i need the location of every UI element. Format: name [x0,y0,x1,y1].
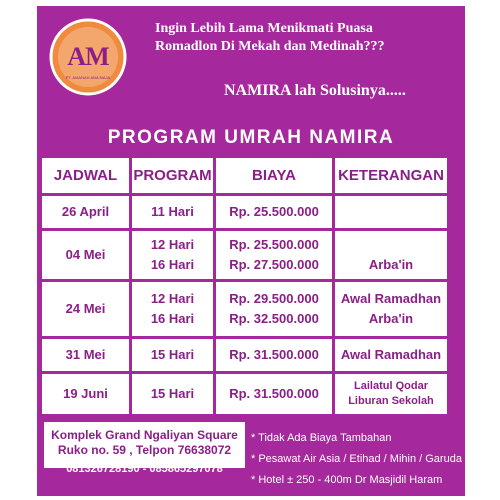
headline-line-3: NAMIRA lah Solusinya..... [224,82,406,99]
row-2-biaya-line-2: Rp. 27.500.000 [229,257,319,272]
logo-subtext: PT. AMANAH ANA MAJA [65,75,111,80]
header-biaya: BIAYA [216,158,332,193]
row-5-keterangan-line-2: Liburan Sekolah [348,395,434,407]
row-3-keterangan-line-2: Arba'in [368,311,414,326]
row-3-keterangan [335,282,447,336]
address-box [44,422,245,468]
poster-panel [37,6,465,496]
row-3-program [132,282,213,336]
row-5-program: 15 Hari [132,374,213,414]
header-program: PROGRAM [132,158,213,193]
row-5-keterangan [335,374,447,414]
row-3-program-line-1: 12 Hari [150,291,195,306]
row-2-jadwal: 04 Mei [42,231,129,279]
row-5-keterangan-line-1: Lailatul Qodar [354,380,428,392]
headline-line-1: Ingin Lebih Lama Menikmati Puasa [155,21,373,36]
row-2-keterangan [335,231,447,279]
row-1-biaya: Rp. 25.500.000 [216,196,332,228]
headline-line-2: Romadlon Di Mekah dan Medinah??? [155,39,385,54]
row-2-biaya [216,231,332,279]
row-4-jadwal: 31 Mei [42,339,129,371]
row-2-program-line-1: 12 Hari [150,237,195,252]
phone-numbers: 081326728190 - 085865297078 [66,463,223,475]
row-3-biaya-line-2: Rp. 32.500.000 [229,311,319,326]
row-2-biaya-line-1: Rp. 25.500.000 [229,237,319,252]
row-2-program-line-2: 16 Hari [150,257,195,272]
row-2-program [132,231,213,279]
address-line-1: Komplek Grand Ngaliyan Square [51,428,238,442]
logo-text: AM [67,42,109,71]
header-keterangan: KETERANGAN [335,158,447,193]
benefit-item: * Pesawat Air Asia / Etihad / Mihin / Garuda [251,453,462,465]
row-1-keterangan [335,196,447,228]
row-3-biaya-line-1: Rp. 29.500.000 [229,291,319,306]
row-3-program-line-2: 16 Hari [150,311,195,326]
row-5-biaya: Rp. 31.500.000 [216,374,332,414]
benefits-list [251,428,465,491]
row-4-keterangan: Awal Ramadhan [335,339,447,371]
benefit-item: * Hotel ± 250 - 400m Dr Masjidil Haram [251,474,443,486]
row-1-jadwal: 26 April [42,196,129,228]
row-4-program: 15 Hari [132,339,213,371]
row-5-jadwal: 19 Juni [42,374,129,414]
address-line-2: Ruko no. 59 , Telpon 76638072 [57,443,232,457]
program-title: PROGRAM UMRAH NAMIRA [107,127,395,148]
company-logo [49,18,127,96]
row-1-program: 11 Hari [132,196,213,228]
row-3-keterangan-line-1: Awal Ramadhan [340,291,442,306]
benefit-item: * Tidak Ada Biaya Tambahan [251,432,392,444]
row-4-biaya: Rp. 31.500.000 [216,339,332,371]
row-3-biaya [216,282,332,336]
row-3-jadwal: 24 Mei [42,282,129,336]
row-2-keterangan-line-1: Arba'in [368,257,414,272]
header-jadwal: JADWAL [42,158,129,193]
